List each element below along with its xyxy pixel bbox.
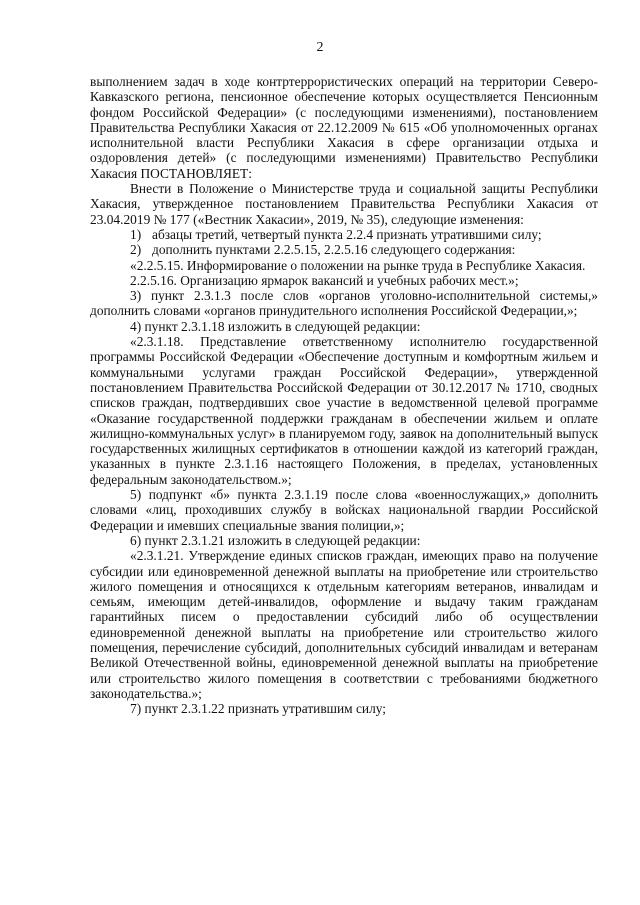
paragraph-2-3-1-21: «2.3.1.21. Утверждение единых списков граждан, имеющих право на получение субсидии или единовременной денежной выплаты на приобретение или строительство жилого помещения и относящихся к отдельным категориям ветеранов, инвалидам и семьям, имеющим детей-инвалидов, оформление и выдачу таким гражданам гарантийных писем о предоставлении субсидий либо об осуществлении единовременной денежной выплаты на приобретение или строительство жилого помещения, перечисление субсидий, дополнительных субсидий инвалидам и ветеранам Великой Отечественной войны, единовременной денежной выплаты на приобретение или строительство жилого помещения в соответствии с требованиями бюджетного законодательства.»; (90, 548, 598, 701)
list-item-1-text: абзацы третий, четвертый пункта 2.2.4 признать утратившими силу; (152, 226, 542, 242)
paragraph-item-6: 6) пункт 2.3.1.21 изложить в следующей редакции: (130, 532, 421, 548)
paragraph-2-2-5-16: 2.2.5.16. Организацию ярмарок вакансий и учебных рабочих мест.»; (130, 272, 519, 288)
paragraph-item-5: 5) подпункт «б» пункта 2.3.1.19 после слова «военнослужащих,» дополнить словами «лиц, проходивших службу в войсках национальной гвардии Российской Федерации и имевших специальные звания полиции,»; (90, 487, 598, 533)
list-item-1 (90, 227, 598, 242)
paragraph-item-4: 4) пункт 2.3.1.18 изложить в следующей редакции: (130, 318, 421, 334)
list-marker-1: 1) (130, 226, 142, 242)
paragraph-item-7: 7) пункт 2.3.1.22 признать утратившим силу; (130, 701, 386, 717)
paragraph-2-3-1-18: «2.3.1.18. Представление ответственному исполнителю государственной программы Российской Федерации «Обеспечение доступным и комфортным жильем и коммунальными услугами граждан Российской Федерации», утвержденной постановлением Правительства Российской Федерации от 30.12.2017 № 1710, сводных списков граждан, подтвердивших свое участие в ведомственной целевой программе «Оказание государственной поддержки гражданам в обеспечении жильем и оплате жилищно-коммунальных услуг» в планируемом году, заявок на дополнительный выпуск государственных жилищных сертификатов в отношении каждой из категорий граждан, указанных в пункте 2.3.1.16 настоящего Положения, в пределах, установленных федеральным законодательством.»; (90, 334, 598, 487)
paragraph-2-2-5-15: «2.2.5.15. Информирование о положении на рынке труда в Республике Хакасия. (130, 257, 586, 273)
paragraph-item-3: 3) пункт 2.3.1.3 после слов «органов уголовно-исполнительной системы,» дополнить словами «органов принудительного исполнения Российской Федерации,»; (90, 288, 598, 319)
paragraph-amend-intro: Внести в Положение о Министерстве труда и социальной защиты Республики Хакасия, утвержденное постановлением Правительства Республики Хакасия от 23.04.2019 № 177 («Вестник Хакасии», 2019, № 35), следующие изменения: (90, 181, 598, 227)
list-marker-2: 2) (130, 242, 142, 258)
list-item-2-text: дополнить пунктами 2.2.5.15, 2.2.5.16 следующего содержания: (152, 242, 516, 258)
page-number: 2 (316, 40, 324, 55)
document-body (90, 74, 598, 716)
paragraph-preamble: выполнением задач в ходе контртеррористических операций на территории Северо-Кавказского региона, пенсионное обеспечение которых осуществляется Пенсионным фондом Российской Федерации» (с последующими изменениями), постановлением Правительства Республики Хакасия от 22.12.2009 № 615 «Об уполномоченных органах исполнительной власти Республики Хакасия в сфере организации отдыха и оздоровления детей» (с последующими изменениями) Правительство Республики Хакасия ПОСТАНОВЛЯЕТ: (90, 74, 598, 181)
list-item-2 (90, 242, 598, 257)
